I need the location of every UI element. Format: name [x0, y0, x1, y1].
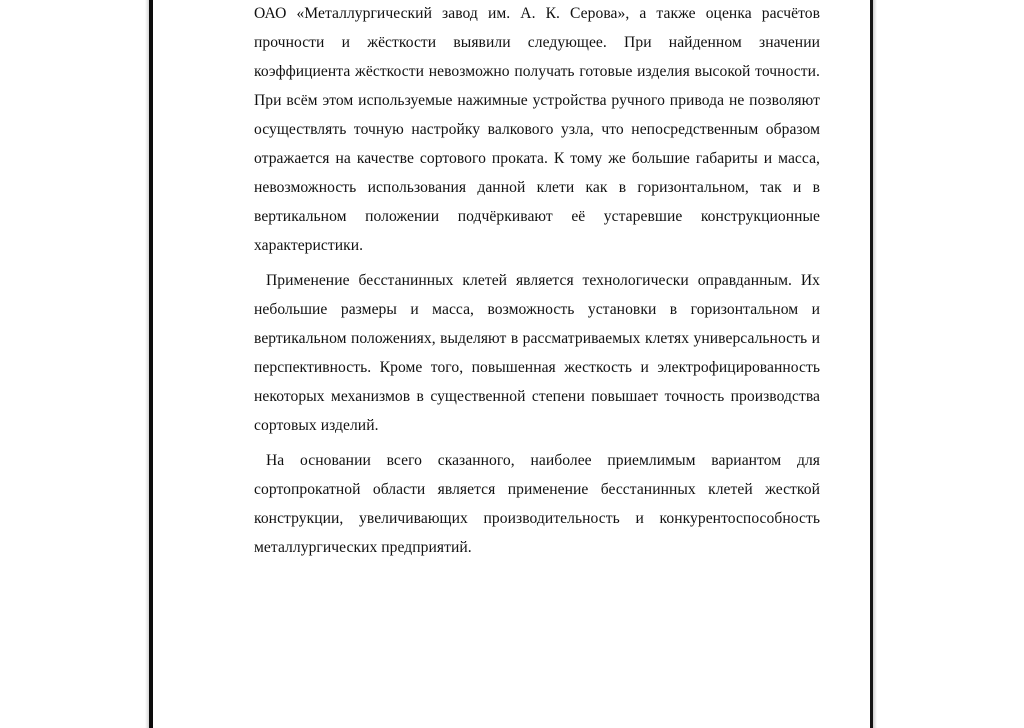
paragraph-1: ОАО «Металлургический завод им. А. К. Серова», а также оценка расчётов прочности и жёсткости выявили следующее. При найденном значении коэффициента жёсткости невозможно получать готовые изделия высокой точности. При всём этом используемые нажимные устройства ручного привода не позволяют осуществлять точную настройку валкового узла, что непосредственным образом отражается на качестве сортового проката. К тому же большие габариты и масса, невозможность использования данной клети как в горизонтальном, так и в вертикальном положении подчёркивают её устаревшие конструкционные характеристики. [254, 5, 820, 254]
paragraph-3: На основании всего сказанного, наиболее приемлимым вариантом для сортопрокатной области является применение бесстанинных клетей жесткой конструкции, увеличивающих производительность и конкурентоспособность металлургических предприятий. [254, 452, 820, 556]
page-left-edge [149, 0, 153, 728]
page-right-edge-shadow [873, 0, 877, 728]
paragraph-2: Применение бесстанинных клетей является технологически оправданным. Их небольшие размеры и масса, возможность установки в горизонтальном и вертикальном положениях, выделяют в рассматриваемых клетях универсальность и перспективность. Кроме того, повышенная жесткость и электрофицированность некоторых механизмов в существенной степени повышает точность производства сортовых изделий. [254, 272, 820, 434]
document-body [254, 0, 820, 562]
